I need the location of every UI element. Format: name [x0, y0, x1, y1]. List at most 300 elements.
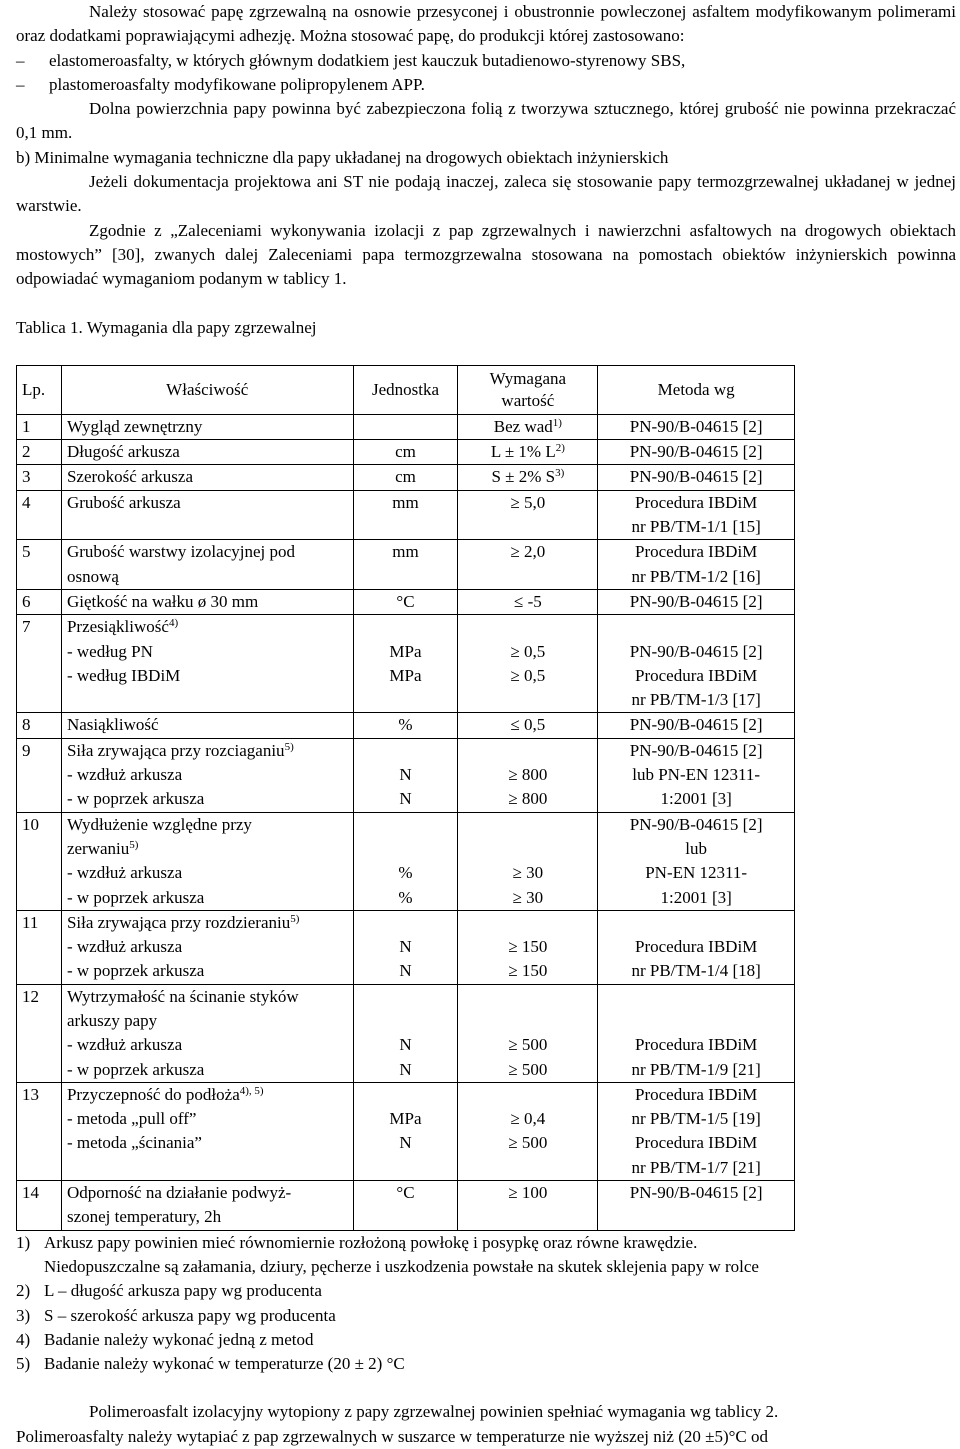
cell-unit [353, 440, 458, 465]
cell-method [598, 812, 795, 910]
closing-line-1: Polimeroasfalt izolacyjny wytopiony z papy zgrzewalnej powinien spełniać wymagania wg tablicy 2. [89, 1402, 779, 1422]
cell-text: - w poprzek arkusza [66, 961, 205, 981]
cell-line [463, 615, 592, 639]
cell-text: ≥ 500 [508, 1133, 548, 1153]
cell-property [61, 812, 353, 910]
cell-unit [353, 615, 458, 713]
cell-text: Bez wad [493, 416, 553, 436]
cell-lp-text: 5 [22, 542, 31, 562]
cell-text: N [399, 765, 412, 785]
cell-text: PN-90/B-04615 [2] [629, 591, 763, 611]
cell-line [67, 1205, 348, 1229]
cell-line [463, 787, 592, 811]
cell-method [598, 589, 795, 614]
cell-method [598, 440, 795, 465]
cell-unit [353, 713, 458, 738]
requirements-table [16, 365, 795, 1231]
cell-line [359, 813, 453, 837]
cell-text: - według PN [66, 641, 153, 661]
table-row [17, 738, 795, 812]
cell-line [463, 1181, 592, 1205]
cell-line [67, 813, 348, 837]
cell-line [67, 1009, 348, 1033]
table-row [17, 540, 795, 590]
cell-property [61, 490, 353, 540]
table-row [17, 1181, 795, 1231]
cell-text: Wytrzymałość na ścinanie styków [66, 986, 299, 1006]
cell-line [359, 1058, 453, 1082]
footnote [16, 1304, 956, 1328]
cell-line [603, 465, 789, 489]
cell-lp [17, 1082, 62, 1180]
cell-text: ≥ 800 [508, 765, 548, 785]
header-property: Właściwość [61, 365, 353, 414]
cell-text: - wzdłuż arkusza [66, 863, 183, 883]
cell-line [603, 1107, 789, 1131]
cell-method [598, 414, 795, 439]
table-row [17, 414, 795, 439]
cell-lp-text: 3 [22, 467, 31, 487]
cell-text: °C [396, 1183, 415, 1203]
cell-lp [17, 812, 62, 910]
cell-line [603, 640, 789, 664]
cell-text: - w poprzek arkusza [66, 1059, 205, 1079]
cell-line [463, 911, 592, 935]
cell-line [67, 640, 348, 664]
cell-line [67, 763, 348, 787]
cell-text: ≥ 0,5 [510, 641, 546, 661]
cell-lp-text: 7 [22, 617, 31, 637]
cell-text: MPa [389, 641, 422, 661]
cell-line [603, 1181, 789, 1205]
cell-text: ≥ 0,4 [510, 1109, 546, 1129]
footnote-text: Badanie należy wykonać w temperaturze (20 ± 2) °C [44, 1354, 405, 1374]
cell-method [598, 1181, 795, 1231]
cell-line [359, 1181, 453, 1205]
cell-value [458, 414, 598, 439]
cell-line [67, 1033, 348, 1057]
cell-text: Przyczepność do podłoża [66, 1084, 240, 1104]
cell-line [359, 491, 453, 515]
cell-unit [353, 910, 458, 984]
cell-line [463, 1058, 592, 1082]
footnote-text: S – szerokość arkusza papy wg producenta [44, 1305, 336, 1325]
footnote-number: 4) [16, 1329, 31, 1349]
cell-text: ≥ 800 [508, 789, 548, 809]
cell-text: Długość arkusza [66, 442, 180, 462]
cell-line [67, 787, 348, 811]
footnote-ref: 5) [290, 912, 300, 925]
cell-line [359, 615, 453, 639]
header-required-value [458, 365, 598, 414]
cell-lp-text: 4 [22, 492, 31, 512]
cell-text: Siła zrywająca przy rozciaganiu [66, 740, 285, 760]
cell-line [603, 1033, 789, 1057]
cell-text: °C [396, 591, 415, 611]
cell-lp [17, 414, 62, 439]
cell-text: nr PB/TM-1/1 [15] [631, 517, 761, 537]
cell-text: Nasiąkliwość [66, 715, 159, 735]
cell-method [598, 984, 795, 1082]
cell-line [463, 861, 592, 885]
closing-text [16, 1400, 956, 1449]
cell-line [463, 1083, 592, 1107]
cell-text: Procedura IBDiM [635, 665, 758, 685]
cell-line [67, 565, 348, 589]
footnote-ref: 5) [284, 740, 294, 753]
document-page [16, 0, 956, 1449]
cell-line [67, 688, 348, 712]
cell-line [463, 1131, 592, 1155]
header-required-line2: wartość [501, 390, 555, 410]
cell-line [603, 565, 789, 589]
cell-line [463, 664, 592, 688]
cell-line [463, 590, 592, 614]
cell-line [67, 540, 348, 564]
list-item [16, 49, 956, 73]
cell-method [598, 540, 795, 590]
cell-text: N [399, 789, 412, 809]
cell-text: PN-90/B-04615 [2] [629, 1183, 763, 1203]
cell-text: arkuszy papy [66, 1010, 158, 1030]
cell-text: Procedura IBDiM [635, 1133, 758, 1153]
cell-method [598, 615, 795, 713]
footnote-ref: 4) [168, 617, 179, 630]
cell-lp-text: 14 [22, 1183, 39, 1203]
cell-method [598, 910, 795, 984]
cell-text: mm [392, 492, 419, 512]
footnote-ref: 3) [555, 467, 565, 480]
cell-property [61, 615, 353, 713]
cell-line [463, 688, 592, 712]
cell-line [67, 1156, 348, 1180]
cell-line [603, 787, 789, 811]
cell-line [359, 440, 453, 464]
cell-line [603, 837, 789, 861]
cell-text: % [398, 715, 413, 735]
intro-paragraph-3: Jeżeli dokumentacja projektowa ani ST nie podają inaczej, zaleca się stosowanie papy termozgrzewalnej układanej w jednej warstwie. [16, 172, 956, 216]
cell-method [598, 713, 795, 738]
cell-text: ≥ 30 [512, 887, 544, 907]
cell-text: ≤ 0,5 [510, 715, 546, 735]
cell-line [603, 491, 789, 515]
footnote-text: Arkusz papy powinien mieć równomiernie rozłożoną powłokę i posypkę oraz równe krawędzie. [44, 1232, 698, 1252]
cell-text: lub [685, 838, 708, 858]
cell-property [61, 984, 353, 1082]
table-row [17, 984, 795, 1082]
cell-text: MPa [389, 1109, 422, 1129]
cell-line [67, 491, 348, 515]
footnote [16, 1231, 956, 1255]
cell-text: 1:2001 [3] [660, 887, 732, 907]
cell-line [603, 440, 789, 464]
table-row [17, 490, 795, 540]
cell-property [61, 540, 353, 590]
cell-text: cm [395, 442, 416, 462]
cell-text: Procedura IBDiM [635, 492, 758, 512]
cell-line [603, 935, 789, 959]
cell-lp-text: 11 [22, 912, 39, 932]
cell-unit [353, 465, 458, 490]
cell-text: ≥ 100 [508, 1183, 548, 1203]
cell-lp-text: 9 [22, 740, 31, 760]
cell-line [463, 1156, 592, 1180]
intro-paragraph-4: Zgodnie z „Zaleceniami wykonywania izolacji z pap zgrzewalnych i nawierzchni asfaltowych na drogowych obiektach mostowych” [30], zwanych dalej Zaleceniami papa termozgrzewalna stosowana na pomostach obiektów inżynierskich powinna odpowiadać wymaganiom podanym w tablicy 1. [16, 220, 956, 289]
table-row [17, 812, 795, 910]
cell-text: Giętkość na wałku ø 30 mm [66, 591, 259, 611]
cell-line [463, 415, 592, 439]
cell-line [67, 861, 348, 885]
footnote-number: 3) [16, 1305, 31, 1325]
cell-text: % [398, 863, 413, 883]
cell-text: - wzdłuż arkusza [66, 765, 183, 785]
cell-line [67, 440, 348, 464]
cell-text: ≥ 150 [508, 961, 548, 981]
cell-line [67, 664, 348, 688]
cell-unit [353, 738, 458, 812]
section-heading-b: b) Minimalne wymagania techniczne dla papy układanej na drogowych obiektach inżynierskich [16, 147, 669, 167]
cell-property [61, 589, 353, 614]
cell-property [61, 910, 353, 984]
cell-line [359, 911, 453, 935]
cell-text: ≥ 5,0 [510, 492, 546, 512]
cell-text: ≥ 0,5 [510, 665, 546, 685]
cell-line [603, 415, 789, 439]
cell-value [458, 984, 598, 1082]
cell-line [67, 590, 348, 614]
cell-value [458, 812, 598, 910]
cell-text: mm [392, 542, 419, 562]
cell-line [67, 837, 348, 861]
cell-text: ≥ 500 [508, 1059, 548, 1079]
cell-line [359, 1131, 453, 1155]
cell-value [458, 465, 598, 490]
cell-line [359, 415, 453, 439]
cell-line [67, 615, 348, 639]
cell-method [598, 738, 795, 812]
header-method: Metoda wg [598, 365, 795, 414]
footnotes [16, 1231, 956, 1377]
cell-lp-text: 10 [22, 814, 39, 834]
cell-value [458, 910, 598, 984]
cell-lp [17, 440, 62, 465]
table-header-row [17, 365, 795, 414]
cell-line [359, 1033, 453, 1057]
cell-value [458, 540, 598, 590]
cell-line [67, 415, 348, 439]
cell-line [603, 813, 789, 837]
cell-line [359, 664, 453, 688]
cell-line [359, 540, 453, 564]
cell-lp [17, 713, 62, 738]
cell-text: ≤ -5 [513, 591, 542, 611]
cell-line [463, 491, 592, 515]
cell-line [463, 763, 592, 787]
list-item [16, 73, 956, 97]
cell-text: nr PB/TM-1/3 [17] [631, 690, 761, 710]
cell-line [463, 739, 592, 763]
cell-unit [353, 589, 458, 614]
cell-text: szonej temperatury, 2h [66, 1207, 222, 1227]
cell-line [67, 465, 348, 489]
cell-line [67, 985, 348, 1009]
table-row [17, 713, 795, 738]
footnote-ref: 5) [129, 838, 139, 851]
cell-value [458, 589, 598, 614]
cell-line [67, 1083, 348, 1107]
table-row [17, 1082, 795, 1180]
cell-text: nr PB/TM-1/7 [21] [631, 1157, 761, 1177]
cell-text: Odporność na działanie podwyż- [66, 1183, 292, 1203]
cell-text: Wydłużenie względne przy [66, 814, 252, 834]
intro-paragraph-2: Dolna powierzchnia papy powinna być zabezpieczona folią z tworzywa sztucznego, której grubość nie powinna przekraczać 0,1 mm. [16, 99, 956, 143]
cell-line [463, 465, 592, 489]
cell-text: PN-90/B-04615 [2] [629, 814, 763, 834]
cell-value [458, 440, 598, 465]
list-item-text: elastomeroasfalty, w których głównym dodatkiem jest kauczuk butadienowo-styrenowy SBS, [49, 50, 686, 70]
cell-unit [353, 540, 458, 590]
cell-text: - według IBDiM [66, 665, 181, 685]
cell-lp [17, 1181, 62, 1231]
footnote [16, 1279, 956, 1303]
cell-line [603, 985, 789, 1009]
cell-line [359, 590, 453, 614]
cell-method [598, 1082, 795, 1180]
cell-line [463, 1009, 592, 1033]
cell-unit [353, 414, 458, 439]
cell-text: zerwaniu [66, 838, 130, 858]
cell-line [603, 540, 789, 564]
cell-line [603, 1009, 789, 1033]
cell-lp [17, 615, 62, 713]
cell-line [603, 886, 789, 910]
cell-line [67, 959, 348, 983]
cell-text: Procedura IBDiM [635, 1035, 758, 1055]
footnote-number: 5) [16, 1354, 31, 1374]
table-row [17, 615, 795, 713]
cell-line [603, 664, 789, 688]
cell-text: Siła zrywająca przy rozdzieraniu [66, 912, 291, 932]
cell-line [603, 739, 789, 763]
cell-value [458, 1181, 598, 1231]
cell-property [61, 1181, 353, 1231]
cell-lp-text: 13 [22, 1084, 39, 1104]
cell-value [458, 490, 598, 540]
cell-text: MPa [389, 665, 422, 685]
footnote-ref: 4), 5) [239, 1084, 264, 1097]
cell-line [359, 1156, 453, 1180]
cell-lp [17, 490, 62, 540]
cell-value [458, 615, 598, 713]
cell-text: Procedura IBDiM [635, 937, 758, 957]
cell-property [61, 713, 353, 738]
cell-line [463, 1107, 592, 1131]
cell-line [359, 763, 453, 787]
cell-text: PN-90/B-04615 [2] [629, 715, 763, 735]
cell-line [67, 739, 348, 763]
cell-line [463, 959, 592, 983]
cell-text: ≥ 30 [512, 863, 544, 883]
table-row [17, 465, 795, 490]
cell-line [359, 1107, 453, 1131]
cell-property [61, 738, 353, 812]
cell-text: PN-90/B-04615 [2] [629, 641, 763, 661]
cell-line [359, 640, 453, 664]
cell-lp [17, 465, 62, 490]
cell-text: 1:2001 [3] [660, 789, 732, 809]
cell-lp [17, 589, 62, 614]
cell-text: - wzdłuż arkusza [66, 1035, 183, 1055]
cell-unit [353, 984, 458, 1082]
intro-paragraph-1: Należy stosować papę zgrzewalną na osnowie przesyconej i obustronnie powleczonej asfaltem modyfikowanym polimerami oraz dodatkami poprawiającymi adhezję. Można stosować papę, do produkcji której zastosowano: [16, 2, 956, 46]
cell-line [463, 440, 592, 464]
cell-value [458, 1082, 598, 1180]
list-item-text: plastomeroasfalty modyfikowane polipropylenem APP. [49, 74, 425, 94]
cell-line [359, 739, 453, 763]
cell-line [359, 886, 453, 910]
cell-property [61, 414, 353, 439]
cell-line [463, 935, 592, 959]
cell-line [463, 540, 592, 564]
cell-line [359, 688, 453, 712]
closing-line-2: Polimeroasfalty należy wytapiać z pap zgrzewalnych w suszarce w temperaturze nie wyższej niż (20 ±5)°C od [16, 1426, 769, 1446]
table-row [17, 440, 795, 465]
cell-text: osnową [66, 566, 119, 586]
cell-line [359, 713, 453, 737]
cell-text: Przesiąkliwość [66, 617, 169, 637]
cell-text: N [399, 1133, 412, 1153]
table-caption: Tablica 1. Wymagania dla papy zgrzewalnej [16, 317, 317, 337]
cell-line [463, 985, 592, 1009]
cell-line [359, 985, 453, 1009]
header-lp: Lp. [17, 365, 62, 414]
cell-unit [353, 1082, 458, 1180]
cell-line [603, 763, 789, 787]
cell-text: - wzdłuż arkusza [66, 937, 183, 957]
cell-lp [17, 984, 62, 1082]
cell-line [463, 640, 592, 664]
cell-line [603, 1083, 789, 1107]
cell-text: L ± 1% L [490, 442, 556, 462]
cell-lp-text: 1 [22, 416, 31, 436]
cell-lp-text: 2 [22, 442, 31, 462]
cell-text: PN-EN 12311- [645, 863, 748, 883]
cell-unit [353, 490, 458, 540]
cell-text: - w poprzek arkusza [66, 887, 205, 907]
cell-text: Szerokość arkusza [66, 467, 193, 487]
cell-line [359, 465, 453, 489]
cell-text: - metoda „pull off” [66, 1109, 197, 1129]
cell-line [603, 615, 789, 639]
cell-line [359, 861, 453, 885]
cell-property [61, 465, 353, 490]
cell-value [458, 738, 598, 812]
cell-unit [353, 812, 458, 910]
table-row [17, 589, 795, 614]
cell-value [458, 713, 598, 738]
cell-line [603, 911, 789, 935]
cell-text: ≥ 2,0 [510, 542, 546, 562]
cell-lp-text: 8 [22, 715, 31, 735]
cell-text: Grubość arkusza [66, 492, 181, 512]
footnote-continuation: Niedopuszczalne są załamania, dziury, pęcherze i uszkodzenia powstałe na skutek sklejenia papy w rolce [44, 1256, 759, 1276]
cell-line [603, 590, 789, 614]
cell-text: N [399, 1035, 412, 1055]
cell-text: - w poprzek arkusza [66, 789, 205, 809]
cell-lp-text: 6 [22, 591, 31, 611]
cell-line [67, 911, 348, 935]
cell-line [463, 713, 592, 737]
